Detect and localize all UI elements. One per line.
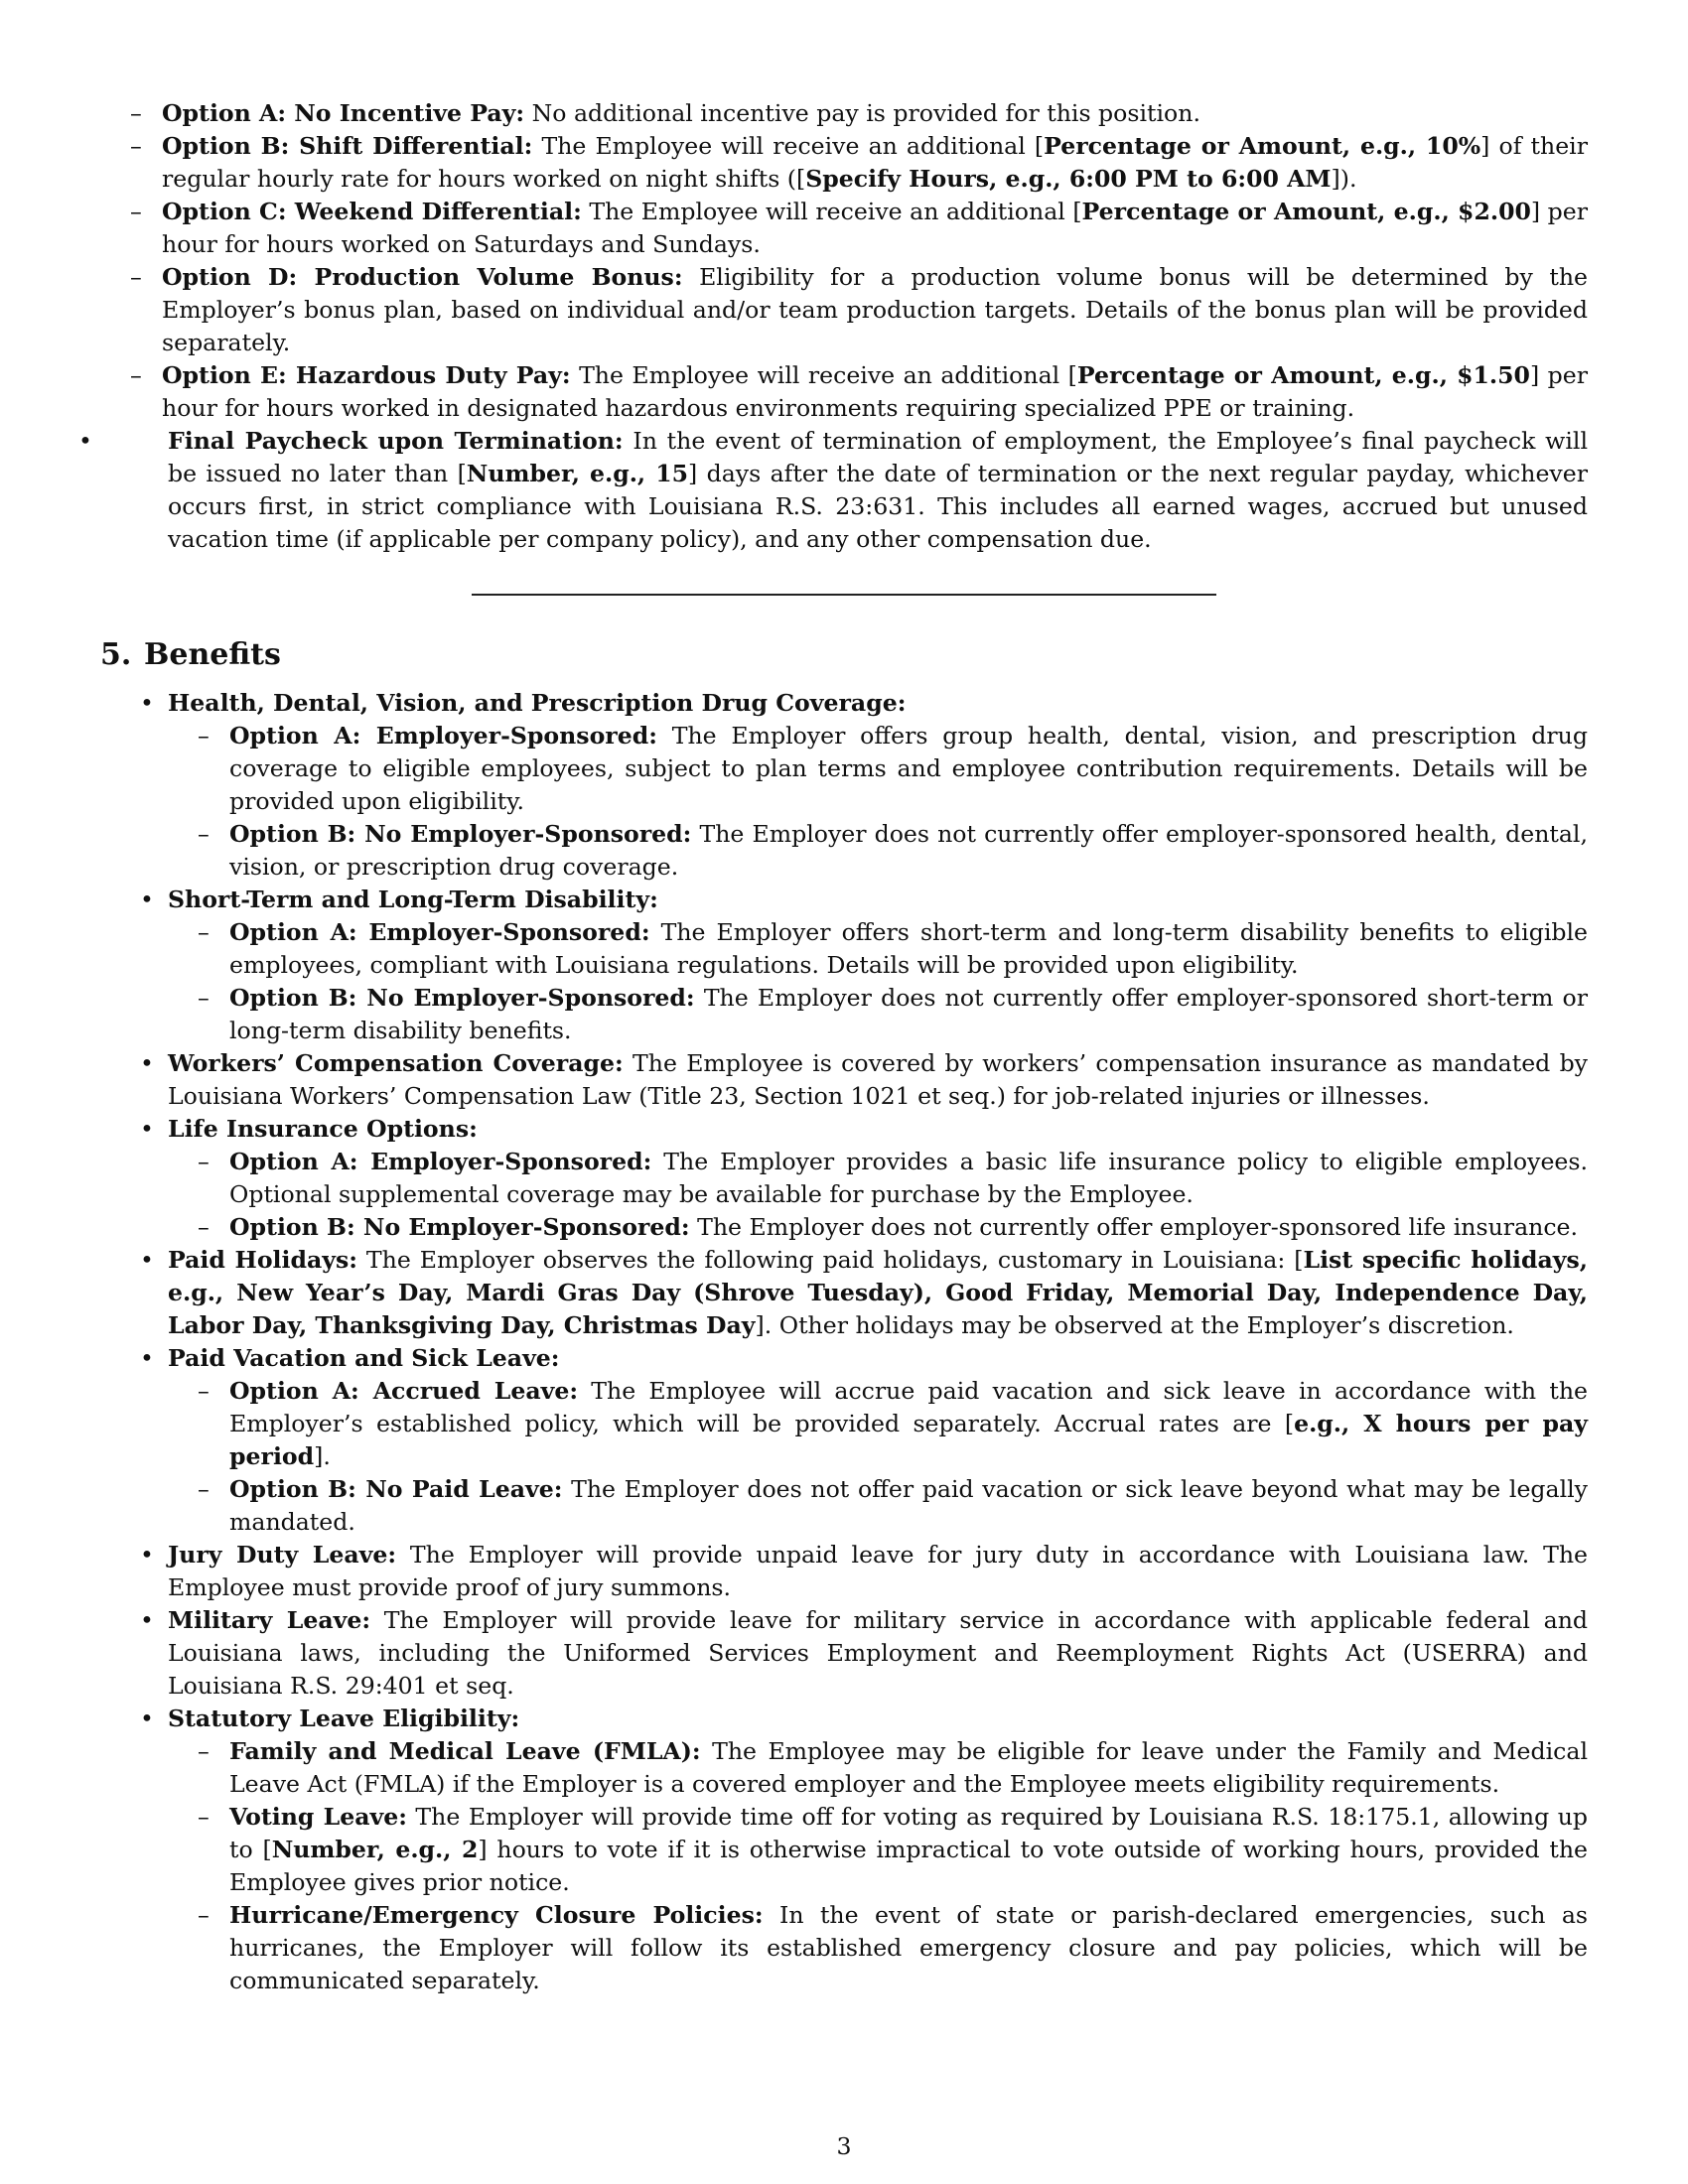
list-item: – Option A: Employer-Sponsored: The Employer offers short-term and long-term disability benefits to eligible employees, compliant with Louisiana regulations. Details will be provided upon eligibility. [168, 916, 1588, 982]
list-item: – Option A: Accrued Leave: The Employee will accrue paid vacation and sick leave in accordance with the Employer’s established policy, which will be provided separately. Accrual rates are [e.g., X hours per pay period]. [168, 1375, 1588, 1473]
list-item: – Family and Medical Leave (FMLA): The Employee may be eligible for leave under the Family and Medical Leave Act (FMLA) if the Employer is a covered employer and the Employee meets eligibility requirements. [168, 1735, 1588, 1801]
benefits-list [100, 687, 1588, 1997]
list-item-workers-comp: • Workers’ Compensation Coverage: The Employee is covered by workers’ compensation insurance as mandated by Louisiana Workers’ Compensation Law (Title 23, Section 1021 et seq.) for job-related injuries or illnesses. [100, 1047, 1588, 1113]
list-item-health-coverage: • Health, Dental, Vision, and Prescription Drug Coverage: – Option A: Employer-Sponsored: The Employer offers group health, dental, vision, and prescription drug coverage to eligible employees, subject to plan terms and employee contribution requirements. Details will be provided upon eligibility. – Option B: No Employer-Sponsored: The Employer does not currently offer employer-sponsored health, dental, vision, or prescription drug coverage. [100, 687, 1588, 884]
section-divider [472, 594, 1216, 596]
page-number: 3 [836, 2132, 852, 2160]
list-item: – Option B: No Paid Leave: The Employer does not offer paid vacation or sick leave beyond what may be legally mandated. [168, 1473, 1588, 1539]
list-item: – Option A: Employer-Sponsored: The Employer offers group health, dental, vision, and prescription drug coverage to eligible employees, subject to plan terms and employee contribution requirements. Details will be provided upon eligibility. [168, 720, 1588, 818]
list-item-life-insurance: • Life Insurance Options: – Option A: Employer-Sponsored: The Employer provides a basic life insurance policy to eligible employees. Optional supplemental coverage may be available for purchase by the Employee. – Option B: No Employer-Sponsored: The Employer does not currently offer employer-sponsored life insurance. [100, 1113, 1588, 1244]
list-item-disability: • Short-Term and Long-Term Disability: – Option A: Employer-Sponsored: The Employer offers short-term and long-term disability benefits to eligible employees, compliant with Louisiana regulations. Details will be provided upon eligibility. – Option B: No Employer-Sponsored: The Employer does not currently offer employer-sponsored short-term or long-term disability benefits. [100, 884, 1588, 1047]
list-item: – Voting Leave: The Employer will provide time off for voting as required by Louisiana R.S. 18:175.1, allowing up to [Number, e.g., 2] hours to vote if it is otherwise impractical to vote outside of working hours, provided the Employee gives prior notice. [168, 1801, 1588, 1899]
list-item-jury-duty: • Jury Duty Leave: The Employer will provide unpaid leave for jury duty in accordance with Louisiana law. The Employee must provide proof of jury summons. [100, 1539, 1588, 1604]
list-item: – Option B: Shift Differential: The Employee will receive an additional [Percentage or Amount, e.g., 10%] of their regular hourly rate for hours worked on night shifts ([Specify Hours, e.g., 6:00 PM to 6:00 AM]). [100, 130, 1588, 196]
list-item-paid-leave: • Paid Vacation and Sick Leave: – Option A: Accrued Leave: The Employee will accrue paid vacation and sick leave in accordance with the Employer’s established policy, which will be provided separately. Accrual rates are [e.g., X hours per pay period]. – Option B: No Paid Leave: The Employer does not offer paid vacation or sick leave beyond what may be legally mandated. [100, 1342, 1588, 1539]
list-item: – Option B: No Employer-Sponsored: The Employer does not currently offer employer-sponsored life insurance. [168, 1211, 1588, 1244]
list-item: – Option C: Weekend Differential: The Employee will receive an additional [Percentage or Amount, e.g., $2.00] per hour for hours worked on Saturdays and Sundays. [100, 196, 1588, 261]
list-item: – Hurricane/Emergency Closure Policies: In the event of state or parish-declared emergencies, such as hurricanes, the Employer will follow its established emergency closure and pay policies, which will be communicated separately. [168, 1899, 1588, 1997]
list-item: – Option B: No Employer-Sponsored: The Employer does not currently offer employer-sponsored short-term or long-term disability benefits. [168, 982, 1588, 1047]
list-item-paid-holidays: • Paid Holidays: The Employer observes the following paid holidays, customary in Louisiana: [List specific holidays, e.g., New Year’s Day, Mardi Gras Day (Shrove Tuesday), Good Friday, Memorial Day, Independence Day, Labor Day, Thanksgiving Day, Christmas Day]. Other holidays may be observed at the Employer’s discretion. [100, 1244, 1588, 1342]
list-item-final-paycheck: • Final Paycheck upon Termination: In the event of termination of employment, the Employee’s final paycheck will be issued no later than [Number, e.g., 15] days after the date of termination or the next regular payday, whichever occurs first, in strict compliance with Louisiana R.S. 23:631. This includes all earned wages, accrued but unused vacation time (if applicable per company policy), and any other compensation due. [39, 425, 1588, 556]
section-heading: 5. Benefits [100, 636, 281, 672]
list-item-military-leave: • Military Leave: The Employer will provide leave for military service in accordance with applicable federal and Louisiana laws, including the Uniformed Services Employment and Reemployment Rights Act (USERRA) and Louisiana R.S. 29:401 et seq. [100, 1604, 1588, 1703]
list-item: – Option E: Hazardous Duty Pay: The Employee will receive an additional [Percentage or Amount, e.g., $1.50] per hour for hours worked in designated hazardous environments requiring specialized PPE or training. [100, 359, 1588, 425]
list-item: – Option D: Production Volume Bonus: Eligibility for a production volume bonus will be determined by the Employer’s bonus plan, based on individual and/or team production targets. Details of the bonus plan will be provided separately. [100, 261, 1588, 359]
page-content [100, 97, 1588, 1997]
list-item-statutory-leave: • Statutory Leave Eligibility: – Family and Medical Leave (FMLA): The Employee may be eligible for leave under the Family and Medical Leave Act (FMLA) if the Employer is a covered employer and the Employee meets eligibility requirements. – Voting Leave: The Employer will provide time off for voting as required by Louisiana R.S. 18:175.1, allowing up to [Number, e.g., 2] hours to vote if it is otherwise impractical to vote outside of working hours, provided the Employee gives prior notice. – Hurricane/Emergency Closure Policies: In the event of state or parish-declared emergencies, such as hurricanes, the Employer will follow its established emergency closure and pay policies, which will be communicated separately. [100, 1703, 1588, 1997]
list-item: – Option A: Employer-Sponsored: The Employer provides a basic life insurance policy to eligible employees. Optional supplemental coverage may be available for purchase by the Employee. [168, 1146, 1588, 1211]
list-item: – Option A: No Incentive Pay: No additional incentive pay is provided for this position. [100, 97, 1588, 130]
list-item: – Option B: No Employer-Sponsored: The Employer does not currently offer employer-sponsored health, dental, vision, or prescription drug coverage. [168, 818, 1588, 884]
incentive-options-list [100, 97, 1588, 425]
compensation-list [39, 425, 1588, 556]
